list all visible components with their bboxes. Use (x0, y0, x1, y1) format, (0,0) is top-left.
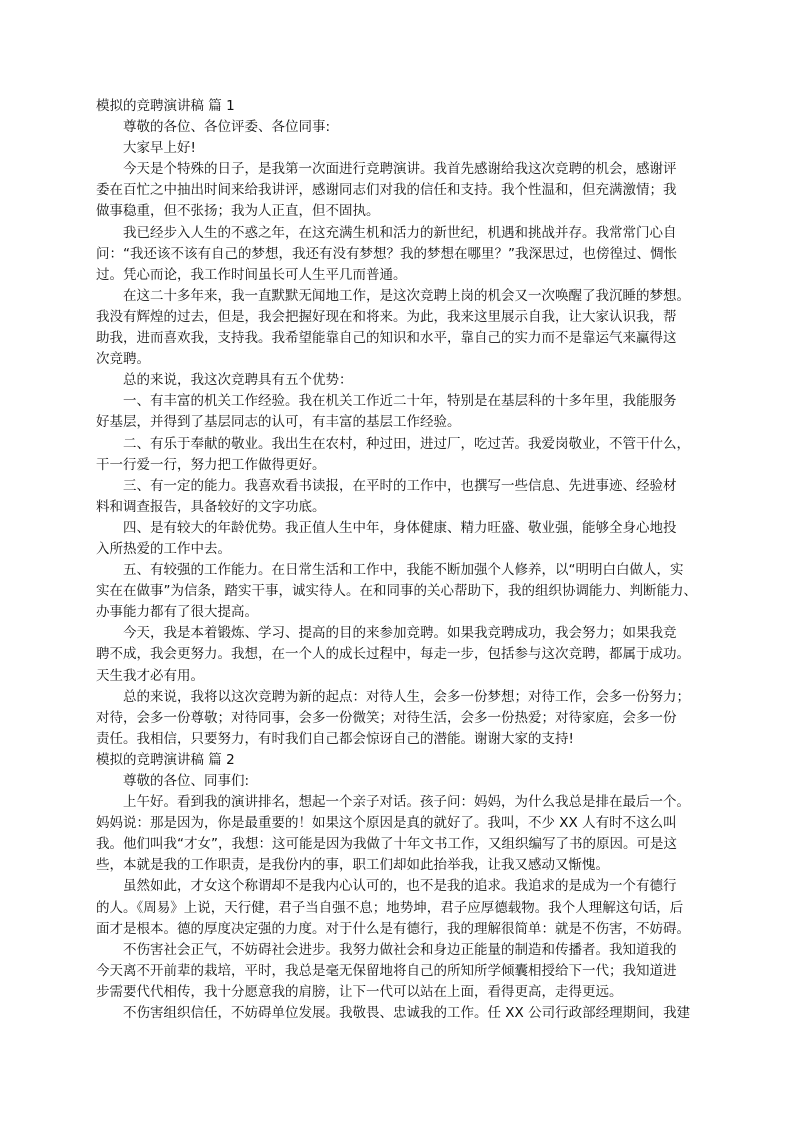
speech-section-1 (96, 96, 700, 750)
text-line: 今天离不开前辈的栽培，平时，我总是毫无保留地将自己的所知所学倾囊相授给下一代；我知道进 (96, 962, 677, 979)
text-line: 过。凭心而论，我工作时间虽长可人生平几而普通。 (96, 266, 407, 283)
text-line: 对待，会多一份尊敬；对待同事，会多一份微笑；对待生活，会多一份热爱；对待家庭，会多一份 (96, 709, 677, 726)
text-line: 步需要代代相传，我十分愿意我的肩膀，让下一代可以站在上面，看得更高，走得更远。 (96, 983, 623, 1000)
text-line: 上午好。看到我的演讲排名，想起一个亲子对话。孩子问：妈妈，为什么我总是排在最后一个。 (123, 794, 690, 811)
text-line: 尊敬的各位、同事们: (123, 773, 250, 789)
text-line: 五、有较强的工作能力。在日常生活和工作中，我能不断加强个人修养，以“明明白白做人，实 (123, 562, 684, 579)
text-line: 今天，我是本着锻炼、学习、提高的目的来参加竞聘。如果我竞聘成功，我会努力；如果我竞 (123, 625, 677, 642)
text-line: 做事稳重，但不张扬；我为人正直，但不固执。 (96, 203, 380, 220)
text-line: 天生我才必有用。 (96, 667, 204, 684)
text-line: 入所热爱的工作中去。 (96, 540, 231, 557)
section-title: 模拟的竞聘演讲稿 篇 2 (96, 751, 235, 768)
text-line: 问：“我还该不该有自己的梦想，我还有没有梦想？我的梦想在哪里？”我深思过，也傍徨过、惆怅 (96, 245, 677, 262)
text-line: 不伤害组织信任，不妨碍单位发展。我敬畏、忠诚我的工作。任 XX 公司行政部经理期间，我建 (123, 1005, 691, 1022)
text-line: 二、有乐于奉献的敬业。我出生在农村，种过田，进过厂，吃过苦。我爱岗敬业，不管干什么， (123, 435, 690, 452)
text-line: 些，本就是我的工作职责，是我份内的事，职工们却如此抬举我，让我又感动又惭愧。 (96, 857, 609, 874)
text-line: 责任。我相信，只要努力，有时我们自己都会惊讶自己的潜能。谢谢大家的支持! (96, 730, 574, 747)
text-line: 聘不成，我会更努力。我想，在一个人的成长过程中，每走一步，包括参与这次竞聘，都属于成功。 (96, 646, 690, 663)
text-line: 办事能力都有了很大提高。 (96, 604, 258, 621)
text-line: 次竞聘。 (96, 351, 150, 368)
text-line: 在这二十多年来，我一直默默无闻地工作，是这次竞聘上岗的机会又一次唤醒了我沉睡的梦想。 (123, 287, 690, 304)
speech-section-2 (96, 750, 700, 1024)
text-line: 干一行爱一行，努力把工作做得更好。 (96, 456, 326, 473)
text-line: 一、有丰富的机关工作经验。我在机关工作近二十年，特别是在基层科的十多年里，我能服务 (123, 393, 677, 410)
text-line: 大家早上好! (123, 140, 196, 157)
text-line: 面才是根本。德的厚度决定强的力度。对于什么是有德行，我的理解很简单：就是不伤害，不妨碍。 (96, 920, 690, 937)
text-line: 我。他们叫我“才女”，我想：这可能是因为我做了十年文书工作，又组织编写了书的原因。可是这 (96, 836, 677, 853)
text-line: 我已经步入人生的不惑之年，在这充满生机和活力的新世纪，机遇和挑战并存。我常常门心自 (123, 224, 677, 241)
document-page (96, 96, 700, 1024)
section-body (96, 771, 700, 1024)
text-line: 总的来说，我将以这次竞聘为新的起点：对待人生，会多一份梦想；对待工作，会多一份努力； (123, 688, 690, 705)
text-line: 我没有辉煌的过去，但是，我会把握好现在和将来。为此，我来这里展示自我，让大家认识我，帮 (96, 308, 677, 325)
text-line: 四、是有较大的年龄优势。我正值人生中年，身体健康、精力旺盛、敬业强，能够全身心地投 (123, 519, 677, 536)
text-line: 助我，进而喜欢我，支持我。我希望能靠自己的知识和水平，靠自己的实力而不是靠运气来赢得这 (96, 330, 677, 347)
text-line: 今天是个特殊的日子，是我第一次面进行竞聘演讲。我首先感谢给我这次竞聘的机会，感谢评 (123, 161, 677, 178)
text-line: 不伤害社会正气，不妨碍社会进步。我努力做社会和身边正能量的制造和传播者。我知道我的 (123, 941, 677, 958)
text-line: 三、有一定的能力。我喜欢看书读报，在平时的工作中，也撰写一些信息、先进事迹、经验材 (123, 477, 677, 494)
section-body (96, 117, 700, 750)
text-line: 委在百忙之中抽出时间来给我讲评，感谢同志们对我的信任和支持。我个性温和，但充满激情；我 (96, 182, 677, 199)
text-line: 总的来说，我这次竞聘具有五个优势： (123, 372, 353, 389)
section-title: 模拟的竞聘演讲稿 篇 1 (96, 98, 235, 114)
text-line: 料和调查报告，具备较好的文字功底。 (96, 498, 326, 515)
text-line: 尊敬的各位、各位评委、各位同事: (123, 119, 331, 136)
text-line: 妈妈说：那是因为，你是最重要的！如果这个原因是真的就好了。我叫，不少 XX 人有时不这么叫 (96, 815, 677, 832)
text-line: 好基层，并得到了基层同志的认可，有丰富的基层工作经验。 (96, 414, 461, 431)
text-line: 实在在做事”为信条，踏实干事，诚实待人。在和同事的关心帮助下，我的组织协调能力、判断能力、 (96, 583, 697, 600)
text-line: 的人。《周易》上说，天行健，君子当自强不息；地势坤，君子应厚德载物。我个人理解这句话，后 (96, 899, 684, 916)
text-line: 虽然如此，才女这个称谓却不是我内心认可的，也不是我的追求。我追求的是成为一个有德行 (123, 878, 677, 895)
